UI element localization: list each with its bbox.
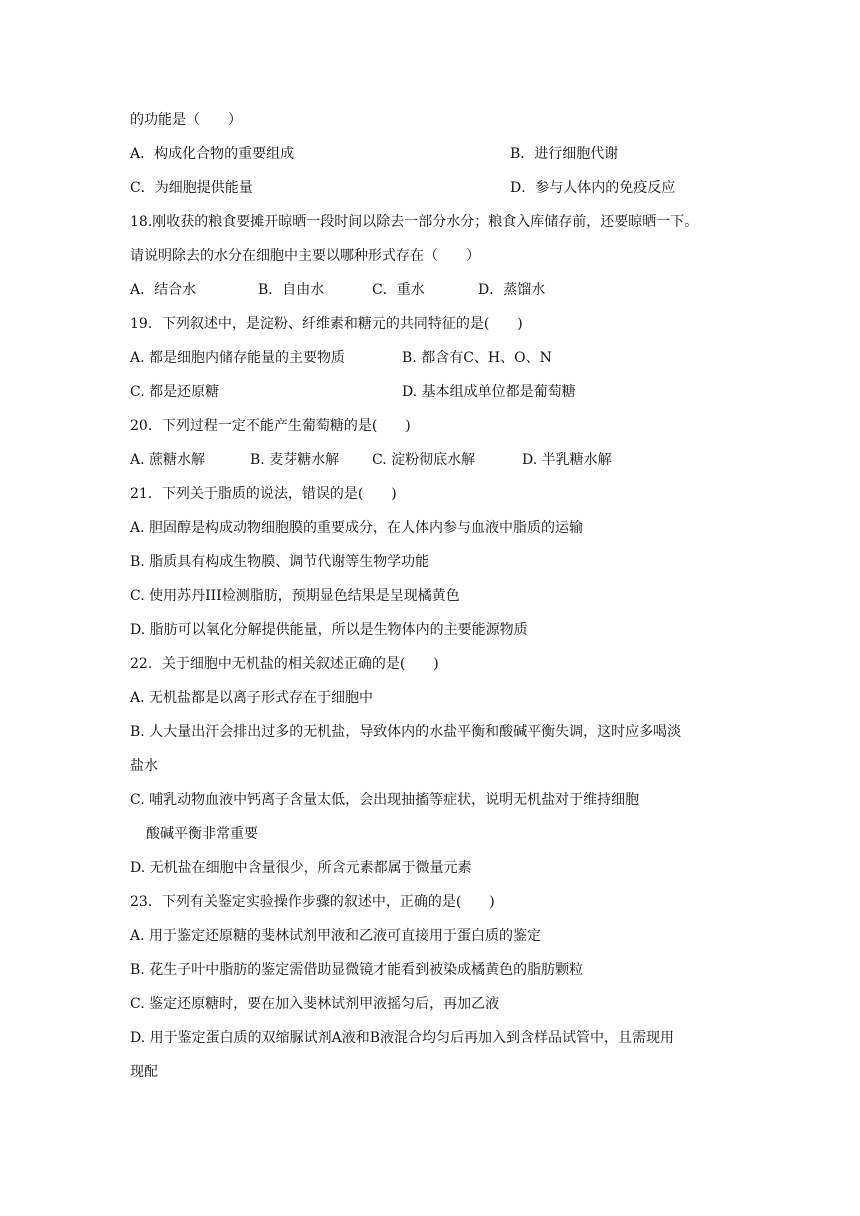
q22-stem: 22．关于细胞中无机盐的相关叙述正确的是( ): [130, 656, 439, 672]
q22-option-b-line1: B. 人大量出汗会排出过多的无机盐，导致体内的水盐平衡和酸碱平衡失调，这时应多喝淡: [130, 724, 682, 740]
q22-option-d: D. 无机盐在细胞中含量很少，所含元素都属于微量元素: [130, 860, 472, 876]
q20-option-d: D. 半乳糖水解: [522, 452, 612, 468]
q22-option-b-line2: 盐水: [130, 758, 158, 774]
q22-option-c-line1: C. 哺乳动物血液中钙离子含量太低，会出现抽搐等症状，说明无机盐对于维持细胞: [130, 792, 640, 808]
q20-option-b: B. 麦芽糖水解: [250, 452, 340, 468]
q18-option-d: D．蒸馏水: [478, 282, 546, 298]
q19-option-a: A. 都是细胞内储存能量的主要物质: [130, 350, 346, 366]
q19-options-row2: [130, 382, 730, 402]
q23-option-c: C. 鉴定还原糖时，要在加入斐林试剂甲液摇匀后，再加乙液: [130, 996, 500, 1012]
q17-option-c: C．为细胞提供能量: [130, 180, 253, 196]
q19-stem: 19．下列叙述中，是淀粉、纤维素和糖元的共同特征的是( ): [130, 316, 523, 332]
q19-option-c: C. 都是还原糖: [130, 384, 220, 400]
q17-option-b: B．进行细胞代谢: [510, 146, 619, 162]
q17-option-d: D．参与人体内的免疫反应: [510, 180, 676, 196]
q17-option-a: A．构成化合物的重要组成: [130, 146, 295, 162]
q21-option-a: A. 胆固醇是构成动物细胞膜的重要成分，在人体内参与血液中脂质的运输: [130, 520, 584, 536]
q21-option-c: C. 使用苏丹III检测脂肪，预期显色结果是呈现橘黄色: [130, 588, 460, 604]
q19-option-d: D. 基本组成单位都是葡萄糖: [402, 384, 576, 400]
q23-stem: 23．下列有关鉴定实验操作步骤的叙述中，正确的是( ): [130, 894, 495, 910]
q21-option-d: D. 脂肪可以氧化分解提供能量，所以是生物体内的主要能源物质: [130, 622, 528, 638]
q20-options: [130, 450, 730, 470]
q23-option-a: A. 用于鉴定还原糖的斐林试剂甲液和乙液可直接用于蛋白质的鉴定: [130, 928, 542, 944]
q20-option-c: C. 淀粉彻底水解: [372, 452, 476, 468]
q18-option-a: A．结合水: [130, 282, 197, 298]
q18-option-c: C．重水: [372, 282, 425, 298]
q23-option-b: B. 花生子叶中脂肪的鉴定需借助显微镜才能看到被染成橘黄色的脂肪颗粒: [130, 962, 584, 978]
q19-options-row1: [130, 348, 730, 368]
q23-option-d-line2: 现配: [130, 1064, 158, 1080]
q17-stem: 的功能是（ ）: [130, 112, 242, 128]
q17-options-row1: [130, 144, 730, 164]
q22-option-c-line2: 酸碱平衡非常重要: [146, 826, 258, 842]
q21-stem: 21．下列关于脂质的说法，错误的是( ): [130, 486, 397, 502]
q23-option-d-line1: D. 用于鉴定蛋白质的双缩脲试剂A液和B液混合均匀后再加入到含样品试管中，且需现用: [130, 1030, 675, 1046]
q18-option-b: B．自由水: [258, 282, 325, 298]
q21-option-b: B. 脂质具有构成生物膜、调节代谢等生物学功能: [130, 554, 430, 570]
q19-option-b: B. 都含有C、H、O、N: [402, 350, 552, 366]
q20-option-a: A. 蔗糖水解: [130, 452, 206, 468]
q20-stem: 20．下列过程一定不能产生葡萄糖的是( ): [130, 418, 411, 434]
q18-stem-line2: 请说明除去的水分在细胞中主要以哪种形式存在（ ）: [130, 248, 480, 264]
q18-stem-line1: 18.刚收获的粮食要摊开晾晒一段时间以除去一部分水分；粮食入库储存前，还要晾晒一下。: [130, 214, 699, 230]
q18-options: [130, 280, 630, 300]
q22-option-a: A. 无机盐都是以离子形式存在于细胞中: [130, 690, 374, 706]
q17-options-row2: [130, 178, 730, 198]
